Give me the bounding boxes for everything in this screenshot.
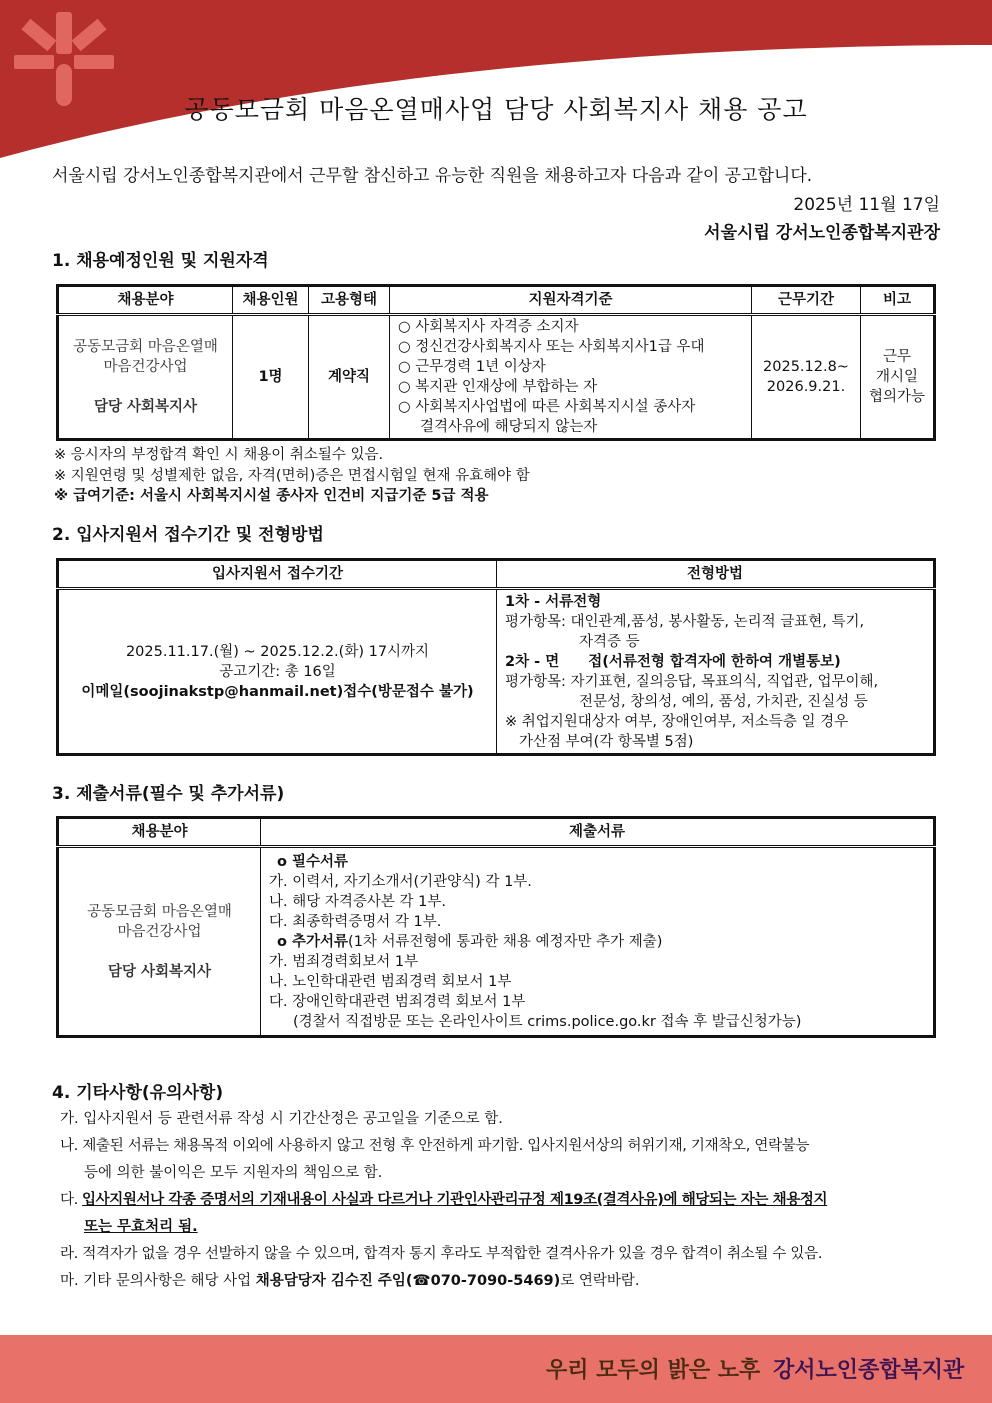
list-item-cont: 등에 의한 불이익은 모두 지원자의 책임으로 함.: [84, 1165, 383, 1181]
col-header: 지원자격기준: [390, 286, 752, 315]
col-header: 전형방법: [497, 560, 935, 589]
documents-table: [56, 816, 936, 1038]
col-header: 제출서류: [261, 818, 935, 847]
method-cell: 1차 - 서류전형 평가항목: 대인관계,품성, 봉사활동, 논리적 글표현, 특기, 자격증 등 2차 - 면 접(서류전형 합격자에 한하여 개별통보) 평가항목: 자기표현, 질의응답, 목표의식, 직업관, 업무이해, 전문성, 창의성, 예의, 품성, 가치관, 진실성 등 ※ 취업지원대상자 여부, 장애인여부, 저소득층 일 경우 가산점 부여(각 항목별 5점): [497, 589, 935, 755]
section-2-heading: 2. 입사지원서 접수기간 및 전형방법: [52, 525, 324, 545]
documents-cell: ο 필수서류 가. 이력서, 자기소개서(기관양식) 각 1부. 나. 해당 자격증사본 각 1부. 다. 최종학력증명서 각 1부. ο 추가서류(1차 서류전형에 통과한 채용 예정자만 추가 제출) 가. 범죄경력회보서 1부 나. 노인학대관련 범죄경력 회보서 1부 다. 장애인학대관련 범죄경력 회보서 1부 (경찰서 직접방문 또는 온라인사이트 crims.police.go.kr 접속 후 발급신청가능): [261, 847, 935, 1037]
list-item: 나. 제출된 서류는 채용목적 이외에 사용하지 않고 전형 후 안전하게 파기함. 입사지원서상의 허위기재, 기재착오, 연락불능: [60, 1138, 810, 1154]
period-cell: 2025.12.8~ 2026.9.21.: [752, 315, 861, 440]
section-4-heading: 4. 기타사항(유의사항): [52, 1083, 224, 1103]
field-cell: 공동모금회 마음온열매 마음건강사업 담당 사회복지사: [58, 847, 261, 1037]
section-1-heading: 1. 채용예정인원 및 지원자격: [52, 251, 269, 271]
intro-text: 서울시립 강서노인종합복지관에서 근무할 참신하고 유능한 직원을 채용하고자 다음과 같이 공고합니다.: [52, 166, 813, 186]
col-header: 고용형태: [309, 286, 390, 315]
col-header: 채용분야: [58, 286, 233, 315]
page-title: 공동모금회 마음온열매사업 담당 사회복지사 채용 공고: [184, 95, 808, 124]
type-cell: 계약직: [309, 315, 390, 440]
col-header: 채용인원: [233, 286, 309, 315]
footer-banner: [0, 1335, 992, 1403]
remark-cell: 근무 개시일 협의가능: [861, 315, 935, 440]
col-header: 근무기간: [752, 286, 861, 315]
list-item: 다. 입사지원서나 각종 증명서의 기재내용이 사실과 다르거나 기관인사관리규정 제19조(결격사유)에 해당되는 자는 채용정지: [60, 1192, 828, 1208]
col-header: 입사지원서 접수기간: [58, 560, 497, 589]
organization: 서울시립 강서노인종합복지관장: [704, 223, 940, 243]
list-item: 마. 기타 문의사항은 해당 사업 채용담당자 김수진 주임(☎070-7090-5469)로 연락바람.: [60, 1273, 640, 1289]
section-3-heading: 3. 제출서류(필수 및 추가서류): [52, 784, 285, 804]
list-item-cont: 또는 무효처리 됨.: [84, 1219, 198, 1235]
note: ※ 응시자의 부정합격 확인 시 채용이 취소될수 있음.: [54, 447, 384, 463]
qualification-table: [56, 284, 936, 441]
note: ※ 지원연령 및 성별제한 없음, 자격(면허)증은 면접시험일 현재 유효해야 함: [54, 468, 530, 484]
col-header: 채용분야: [58, 818, 261, 847]
list-item: 가. 입사지원서 등 관련서류 작성 시 기간산정은 공고일을 기준으로 함.: [60, 1111, 503, 1127]
criteria-cell: ○ 사회복지사 자격증 소지자 ○ 정신건강사회복지사 또는 사회복지사1급 우대 ○ 근무경력 1년 이상자 ○ 복지관 인재상에 부합하는 자 ○ 사회복지사업법에 따른 사회복지시설 종사자 결격사유에 해당되지 않는자: [390, 315, 752, 440]
notes-list: [60, 1106, 940, 1295]
header-banner: [0, 0, 992, 170]
salary-note: ※ 급여기준: 서울시 사회복지시설 종사자 인건비 지급기준 5급 적용: [54, 488, 489, 504]
notice-date: 2025년 11월 17일: [793, 195, 940, 215]
selection-table: [56, 558, 936, 756]
period-cell: 2025.11.17.(월) ~ 2025.12.2.(화) 17시까지 공고기간: 총 16일 이메일(soojinakstp@hanmail.net)접수(방문접수 불가): [58, 589, 497, 755]
footer-slogan: 우리 모두의 밝은 노후: [546, 1358, 761, 1383]
list-item: 라. 적격자가 없을 경우 선발하지 않을 수 있으며, 합격자 통지 후라도 부적합한 결격사유가 있을 경우 합격이 취소될 수 있음.: [60, 1246, 823, 1262]
field-cell: 공동모금회 마음온열매 마음건강사업 담당 사회복지사: [58, 315, 233, 440]
col-header: 비고: [861, 286, 935, 315]
count-cell: 1명: [233, 315, 309, 440]
footer-org: 강서노인종합복지관: [773, 1358, 965, 1383]
